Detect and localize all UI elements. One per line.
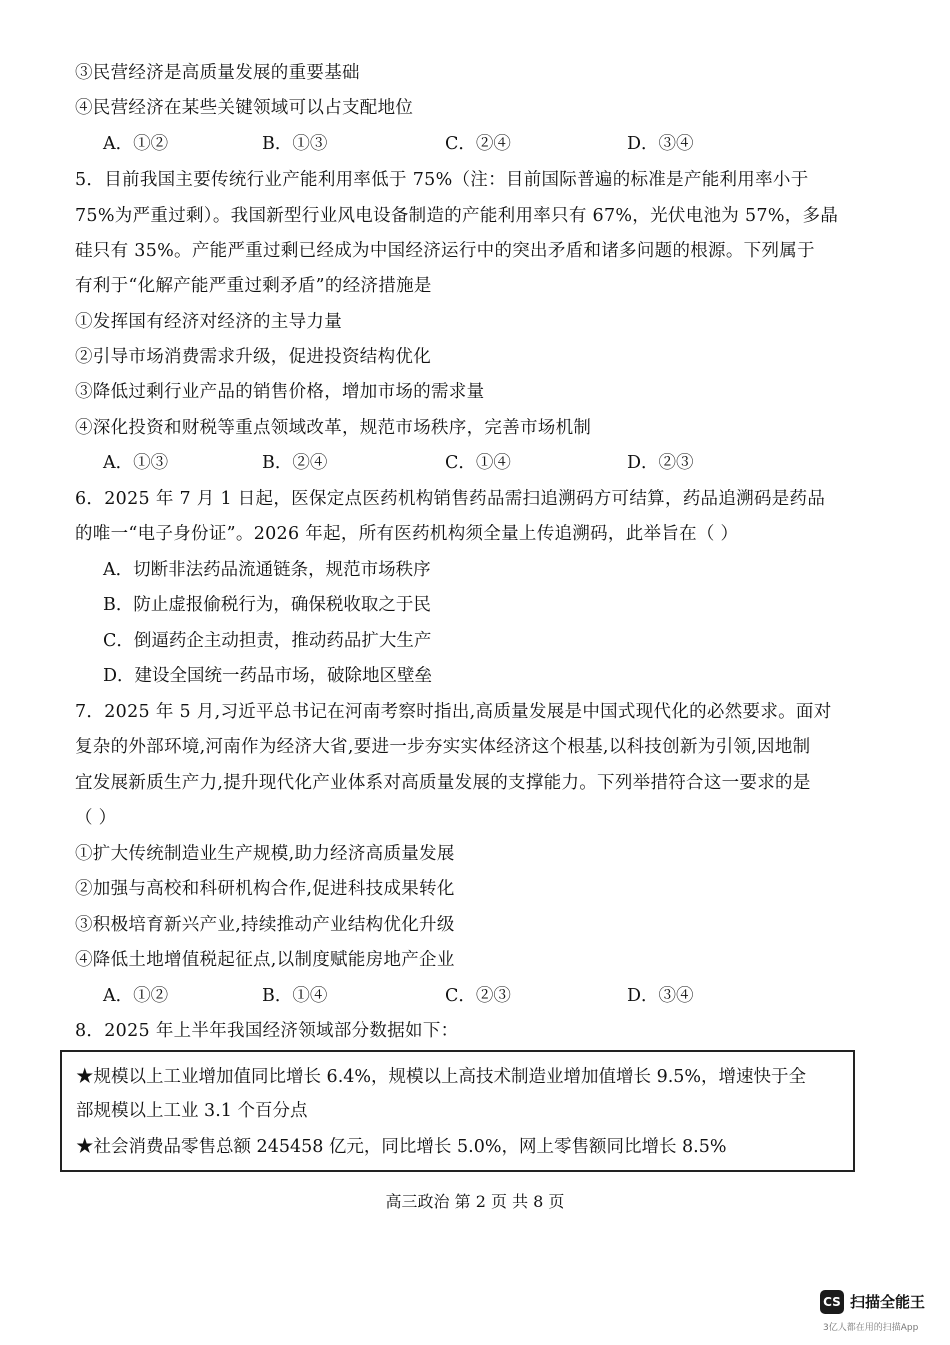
q5-option-c[interactable]: C．①④ <box>445 453 511 473</box>
q5-statement-1: ①发挥国有经济对经济的主导力量 <box>75 312 342 332</box>
q7-option-b[interactable]: B．①④ <box>262 986 328 1006</box>
question-5-line-2: 75%为严重过剩）。我国新型行业风电设备制造的产能利用率只有 67%，光伏电池为 57%，多晶 <box>75 206 839 226</box>
question-7-line-4: （ ） <box>75 808 117 828</box>
question-5-line-4: 有利于“化解产能严重过剩矛盾”的经济措施是 <box>75 276 432 296</box>
option-d[interactable]: D．③④ <box>627 134 694 154</box>
q6-option-d[interactable]: D．建设全国统一药品市场，破除地区壁垒 <box>103 666 433 686</box>
option-c[interactable]: C．②④ <box>445 134 511 154</box>
question-7-line-3: 宜发展新质生产力,提升现代化产业体系对高质量发展的支撑能力。下列举措符合这一要求的是 <box>75 773 811 793</box>
question-6-line-2: 的唯一“电子身份证”。2026 年起，所有医药机构须全量上传追溯码，此举旨在（ ） <box>75 524 739 544</box>
option-b[interactable]: B．①③ <box>262 134 328 154</box>
data-box-line-3: ★社会消费品零售总额 245458 亿元，同比增长 5.0%，网上零售额同比增长 8.5% <box>76 1137 727 1157</box>
question-6-line-1: 6．2025 年 7 月 1 日起，医保定点医药机构销售药品需扫追溯码方可结算，药品追溯码是药品 <box>75 489 826 509</box>
question-5-line-1: 5．目前我国主要传统行业产能利用率低于 75%（注：目前国际普遍的标准是产能利用率小于 <box>75 170 809 190</box>
data-box <box>60 1050 855 1172</box>
data-box-line-2: 部规模以上工业 3.1 个百分点 <box>76 1101 308 1121</box>
q6-option-a[interactable]: A．切断非法药品流通链条，规范市场秩序 <box>103 560 431 580</box>
question-8-intro: 8．2025 年上半年我国经济领域部分数据如下： <box>75 1021 459 1041</box>
question-7-line-2: 复杂的外部环境,河南作为经济大省,要进一步夯实实体经济这个根基,以科技创新为引领,因地制 <box>75 737 811 757</box>
watermark-name: 扫描全能王 <box>850 1293 926 1311</box>
statement-4: ④民营经济在某些关键领域可以占支配地位 <box>75 98 414 118</box>
statement-3: ③民营经济是高质量发展的重要基础 <box>75 63 360 83</box>
q7-statement-1: ①扩大传统制造业生产规模,助力经济高质量发展 <box>75 844 455 864</box>
option-a[interactable]: A．①② <box>103 134 169 154</box>
q7-option-c[interactable]: C．②③ <box>445 986 511 1006</box>
question-5-line-3: 硅只有 35%。产能严重过剩已经成为中国经济运行中的突出矛盾和诸多问题的根源。下列属于 <box>75 241 815 261</box>
page-footer: 高三政治 第 2 页 共 8 页 <box>385 1192 565 1211</box>
q7-option-a[interactable]: A．①② <box>103 986 169 1006</box>
q7-option-d[interactable]: D．③④ <box>627 986 694 1006</box>
q5-option-d[interactable]: D．②③ <box>627 453 694 473</box>
q7-statement-4: ④降低土地增值税起征点,以制度赋能房地产企业 <box>75 950 455 970</box>
q6-option-c[interactable]: C．倒逼药企主动担责，推动药品扩大生产 <box>103 631 432 651</box>
watermark-tagline: 3亿人都在用的扫描App <box>823 1323 919 1333</box>
question-7-line-1: 7．2025 年 5 月,习近平总书记在河南考察时指出,高质量发展是中国式现代化的必然要求。面对 <box>75 702 832 722</box>
q7-statement-2: ②加强与高校和科研机构合作,促进科技成果转化 <box>75 879 455 899</box>
q5-statement-3: ③降低过剩行业产品的销售价格，增加市场的需求量 <box>75 382 485 402</box>
q5-statement-4: ④深化投资和财税等重点领域改革，规范市场秩序，完善市场机制 <box>75 418 592 438</box>
q5-option-a[interactable]: A．①③ <box>103 453 169 473</box>
q5-option-b[interactable]: B．②④ <box>262 453 328 473</box>
q7-statement-3: ③积极培育新兴产业,持续推动产业结构优化升级 <box>75 915 455 935</box>
q6-option-b[interactable]: B．防止虚报偷税行为，确保税收取之于民 <box>103 595 431 615</box>
data-box-line-1: ★规模以上工业增加值同比增长 6.4%，规模以上高技术制造业增加值增长 9.5%，增速快于全 <box>76 1067 807 1087</box>
q5-statement-2: ②引导市场消费需求升级，促进投资结构优化 <box>75 347 431 367</box>
camscanner-logo-icon: CS <box>820 1290 844 1314</box>
